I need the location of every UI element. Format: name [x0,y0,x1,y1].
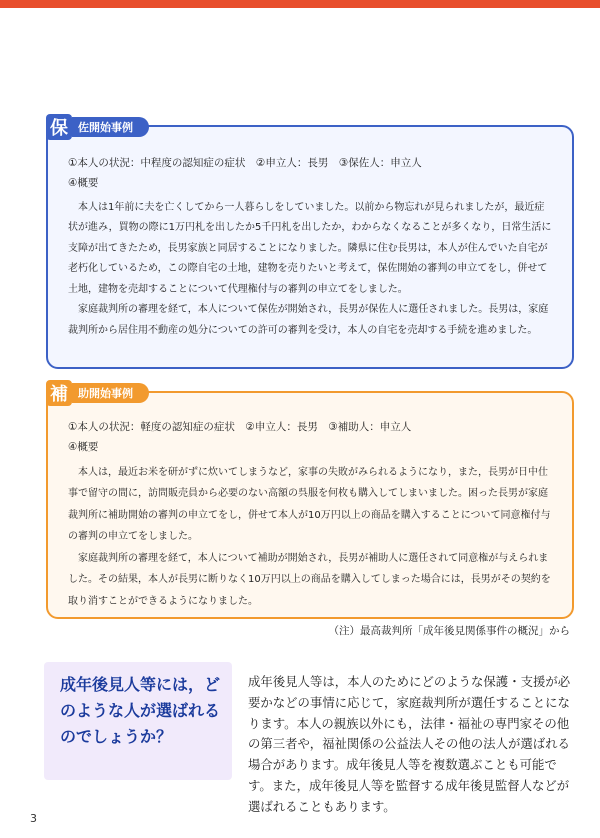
hojo-summary-heading: ④概要 [68,441,99,454]
hojo-summary-paragraph-1: 本人は，最近お米を研がずに炊いてしまうなど，家事の失敗がみられるようになり，また，長男が日中仕事で留守の間に，訪問販売員から必要のない高額の呉服を何枚も購入してしまいました。困った長男が家庭裁判所に補助開始の審判の申立てをし，併せて本人が10万円以上の商品を購入することについて同意権付与の審判の申立てをしました。 [68,466,551,543]
hosa-summary-heading: ④概要 [68,177,99,190]
page-number: 3 [30,812,37,825]
top-border-stripe [0,0,600,8]
source-note: （注）最高裁判所「成年後見関係事件の概況」から [328,625,570,637]
hosa-tab-char: 保 [46,114,72,140]
hosa-tab-title: 佐開始事例 [72,117,149,137]
hosa-case-header [46,114,149,140]
hojo-status-line: ①本人の状況：軽度の認知症の症状 ②申立人：長男 ③補助人：申立人 [68,421,412,433]
hosa-status-line: ①本人の状況：中程度の認知症の症状 ②申立人：長男 ③保佐人：申立人 [68,157,422,169]
hosa-summary-paragraph-2: 家庭裁判所の審理を経て，本人について保佐が開始され，長男が保佐人に選任されました。長男は，家庭裁判所から居住用不動産の処分についての許可の審判を受け，本人の自宅を売却する手続を進めました。 [68,304,549,336]
hosa-case-card [46,118,574,369]
question-heading: 成年後見人等には，どのような人が選ばれるのでしょうか？ [60,675,221,746]
hojo-case-card [46,384,574,619]
answer-text: 成年後見人等は，本人のためにどのような保護・支援が必要かなどの事情に応じて，家庭裁判所が選任することになります。本人の親族以外にも，法律・福祉の専門家その他の第三者や，福祉関係の公益法人その他の法人が選ばれる場合があります。成年後見人等を複数選ぶことも可能です。また，成年後見人等を監督する成年後見監督人などが選ばれることもあります。 [248,674,571,814]
hojo-case-header [46,380,149,406]
hojo-tab-title: 助開始事例 [72,383,149,403]
hosa-summary-paragraph-1: 本人は1年前に夫を亡くしてから一人暮らしをしていました。以前から物忘れが見られましたが，最近症状が進み，買物の際に1万円札を出したか5千円札を出したか，わからなくなることが多くなり，日常生活に支障が出てきたため，長男家族と同居することになりました。隣県に住む長男は，本人が住んでいた自宅が老朽化しているため，この際自宅の土地，建物を売りたいと考えて，保佐開始の審判の申立てをし，併せて土地，建物を売却することについて代理権付与の審判の申立てをしました。 [68,201,552,295]
hojo-tab-char: 補 [46,380,72,406]
hojo-summary-paragraph-2: 家庭裁判所の審理を経て，本人について補助が開始され，長男が補助人に選任されて同意権が与えられました。その結果，本人が長男に断りなく10万円以上の商品を購入してしまった場合には，長男がその契約を取り消すことができるようになりました。 [68,552,551,607]
